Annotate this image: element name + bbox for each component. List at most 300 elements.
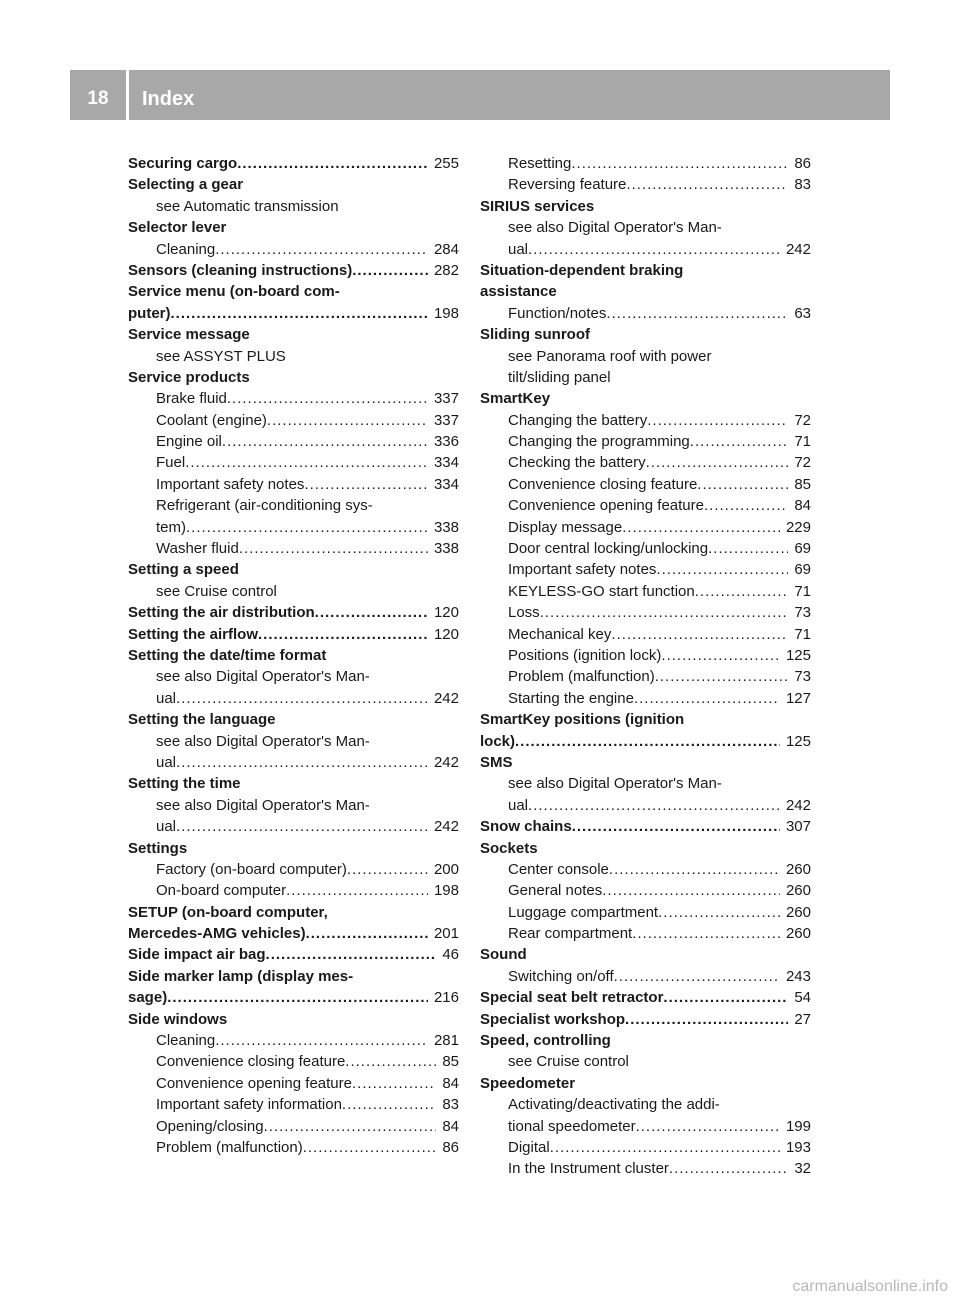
page-reference: 120 — [433, 625, 459, 643]
index-entry-text: Speedometer — [480, 1074, 576, 1092]
index-entry-text: tional speedometer — [508, 1117, 636, 1135]
index-entry-text: Side marker lamp (display mes- — [128, 967, 354, 985]
index-entry-text: Mercedes-AMG vehicles) — [128, 925, 306, 943]
dot-leader — [352, 260, 428, 281]
index-entry-text: Selector lever — [128, 219, 227, 237]
page-reference: 200 — [433, 860, 459, 878]
index-subentry — [480, 217, 811, 238]
index-entry-text: Service products — [128, 368, 250, 386]
index-heading — [128, 260, 459, 281]
index-subentry — [128, 859, 459, 880]
index-heading — [480, 944, 811, 965]
index-entry-text: Brake fluid — [156, 390, 227, 408]
page-reference: 334 — [433, 454, 459, 472]
index-entry-text: Engine oil — [156, 433, 222, 451]
page-reference: 338 — [433, 540, 459, 558]
index-subentry — [480, 666, 811, 687]
dot-leader — [315, 602, 428, 623]
index-subentry — [128, 731, 459, 752]
index-subentry — [128, 816, 459, 837]
index-subentry — [480, 559, 811, 580]
index-heading — [480, 1030, 811, 1051]
page-reference: 260 — [785, 882, 811, 900]
index-heading — [128, 217, 459, 238]
dot-leader — [663, 987, 788, 1008]
dot-leader — [655, 666, 789, 687]
dot-leader — [267, 410, 428, 431]
index-entry-text: ual — [156, 689, 177, 707]
index-heading — [128, 773, 459, 794]
index-entry-text: ual — [156, 753, 177, 771]
index-entry-text: see also Digital Operator's Man- — [156, 668, 370, 686]
index-subentry — [128, 880, 459, 901]
index-entry-text: Washer fluid — [156, 540, 239, 558]
index-subentry — [128, 474, 459, 495]
dot-leader — [625, 1009, 788, 1030]
page-reference: 83 — [794, 176, 811, 194]
index-entry-text: Snow chains — [480, 818, 572, 836]
index-entry-text: Important safety notes — [156, 475, 305, 493]
index-subentry — [480, 688, 811, 709]
page-reference: 84 — [442, 1074, 459, 1092]
index-subentry — [480, 452, 811, 473]
index-subentry — [128, 1051, 459, 1072]
page-reference: 242 — [785, 240, 811, 258]
dot-leader — [669, 1158, 788, 1179]
page-number: 18 — [87, 88, 109, 109]
index-entry-text: Settings — [128, 839, 188, 857]
index-entry-text: Luggage compartment — [508, 903, 659, 921]
index-heading — [128, 645, 459, 666]
dot-leader — [528, 239, 780, 260]
index-heading — [128, 174, 459, 195]
page-reference: 337 — [433, 390, 459, 408]
index-entry-text: Factory (on-board computer) — [156, 860, 347, 878]
page-reference: 260 — [785, 925, 811, 943]
page-reference: 255 — [433, 155, 459, 172]
index-entry-text: Reversing feature — [508, 176, 627, 194]
index-entry-text: sage) — [128, 989, 168, 1007]
index-subentry — [480, 1051, 811, 1072]
index-subentry — [480, 239, 811, 260]
page-reference: 125 — [785, 646, 811, 664]
dot-leader — [634, 688, 780, 709]
index-subentry — [480, 581, 811, 602]
index-subentry — [128, 452, 459, 473]
index-entry-text: Digital — [508, 1138, 550, 1156]
index-heading — [128, 281, 459, 302]
index-entry-text: Rear compartment — [508, 925, 633, 943]
index-entry-text: Setting the date/time format — [128, 646, 327, 664]
page-reference: 282 — [433, 261, 459, 279]
index-subentry — [128, 666, 459, 687]
index-heading — [128, 838, 459, 859]
page-reference: 71 — [794, 582, 811, 600]
index-subentry — [128, 431, 459, 452]
index-subentry — [480, 174, 811, 195]
index-heading — [128, 624, 459, 645]
page-reference: 85 — [794, 475, 811, 493]
index-entry-text: Refrigerant (air-conditioning sys- — [156, 497, 373, 515]
dot-leader — [540, 602, 789, 623]
page-reference: 32 — [794, 1160, 811, 1178]
dot-leader — [550, 1137, 780, 1158]
index-entry-text: SmartKey — [480, 390, 551, 408]
index-entry-text: Loss — [508, 604, 540, 622]
dot-leader — [646, 452, 789, 473]
dot-leader — [661, 645, 780, 666]
index-heading — [128, 367, 459, 388]
index-subentry — [480, 795, 811, 816]
index-heading — [128, 987, 459, 1008]
index-entry-text: Side windows — [128, 1010, 228, 1028]
dot-leader — [697, 474, 788, 495]
dot-leader — [239, 538, 428, 559]
index-entry-text: Sound — [480, 946, 527, 964]
page-reference: 63 — [794, 304, 811, 322]
index-heading — [128, 153, 459, 174]
index-column-right — [480, 153, 811, 1180]
index-heading — [480, 752, 811, 773]
index-subentry — [128, 581, 459, 602]
index-entry-text: see Cruise control — [156, 582, 277, 600]
index-subentry — [480, 859, 811, 880]
page-reference: 243 — [785, 967, 811, 985]
index-subentry — [480, 880, 811, 901]
index-entry-text: Center console — [508, 860, 609, 878]
index-entry-text: see also Digital Operator's Man- — [508, 219, 722, 237]
dot-leader — [215, 1030, 428, 1051]
page-reference: 198 — [433, 304, 459, 322]
index-entry-text: Speed, controlling — [480, 1032, 611, 1050]
index-entry-text: Resetting — [508, 155, 572, 172]
page-reference: 86 — [442, 1138, 459, 1156]
index-subentry — [480, 645, 811, 666]
page-reference: 72 — [794, 454, 811, 472]
index-heading — [480, 1009, 811, 1030]
index-subentry — [128, 388, 459, 409]
page-reference: 242 — [433, 689, 459, 707]
index-subentry — [128, 1116, 459, 1137]
index-entry-text: assistance — [480, 283, 557, 301]
index-subentry — [480, 367, 811, 388]
dot-leader — [306, 923, 428, 944]
dot-leader — [636, 1116, 780, 1137]
index-subentry — [480, 495, 811, 516]
index-entry-text: Opening/closing — [156, 1117, 264, 1135]
dot-leader — [176, 752, 428, 773]
index-subentry — [128, 1094, 459, 1115]
dot-leader — [286, 880, 428, 901]
dot-leader — [602, 880, 780, 901]
index-entry-text: see Panorama roof with power — [508, 347, 712, 365]
index-entry-text: see Automatic transmission — [156, 197, 339, 215]
index-entry-text: Door central locking/unlocking — [508, 540, 709, 558]
index-entry-text: SETUP (on-board computer, — [128, 903, 328, 921]
page-reference: 73 — [794, 604, 811, 622]
index-subentry — [128, 346, 459, 367]
index-subentry — [480, 923, 811, 944]
index-heading — [480, 324, 811, 345]
index-heading — [128, 1009, 459, 1030]
page-reference: 72 — [794, 411, 811, 429]
index-heading — [128, 902, 459, 923]
index-entry-text: ual — [156, 818, 177, 836]
index-column-left — [128, 153, 459, 1158]
index-subentry — [480, 410, 811, 431]
index-entry-text: Convenience closing feature — [508, 475, 698, 493]
index-entry-text: Convenience opening feature — [508, 497, 704, 515]
index-entry-text: Cleaning — [156, 1032, 216, 1050]
index-subentry — [128, 752, 459, 773]
index-entry-text: Setting the language — [128, 711, 276, 729]
page-reference: 337 — [433, 411, 459, 429]
page-reference: 54 — [794, 989, 811, 1007]
index-entry-text: Service menu (on-board com- — [128, 283, 340, 301]
index-entry-text: Problem (malfunction) — [156, 1138, 303, 1156]
dot-leader — [708, 538, 788, 559]
index-entry-text: Sockets — [480, 839, 538, 857]
dot-leader — [215, 239, 428, 260]
page-reference: 27 — [794, 1010, 811, 1028]
dot-leader — [611, 624, 788, 645]
page-reference: 85 — [442, 1053, 459, 1071]
page-reference: 199 — [785, 1117, 811, 1135]
index-entry-text: Changing the programming — [508, 433, 690, 451]
index-entry-text: Coolant (engine) — [156, 411, 267, 429]
index-entry-text: Changing the battery — [508, 411, 648, 429]
index-entry-text: Important safety notes — [508, 561, 657, 579]
index-heading — [480, 196, 811, 217]
index-entry-text: Side impact air bag — [128, 946, 266, 964]
index-subentry — [480, 517, 811, 538]
page-reference: 69 — [794, 540, 811, 558]
index-entry-text: Selecting a gear — [128, 176, 244, 194]
index-entry-text: Convenience opening feature — [156, 1074, 352, 1092]
index-subentry — [480, 1094, 811, 1115]
index-subentry — [480, 153, 811, 174]
page-reference: 338 — [433, 518, 459, 536]
index-subentry — [480, 474, 811, 495]
index-entry-text: Function/notes — [508, 304, 607, 322]
index-entry-text: General notes — [508, 882, 603, 900]
index-heading — [128, 303, 459, 324]
index-entry-text: Situation-dependent braking — [480, 261, 684, 279]
dot-leader — [622, 517, 780, 538]
index-entry-text: On-board computer — [156, 882, 287, 900]
index-entry-text: Display message — [508, 518, 623, 536]
page-reference: 125 — [785, 732, 811, 750]
page-reference: 84 — [442, 1117, 459, 1135]
index-subentry — [128, 688, 459, 709]
index-entry-text: Cleaning — [156, 240, 216, 258]
index-subentry — [480, 1116, 811, 1137]
page-reference: 71 — [794, 433, 811, 451]
index-subentry — [128, 1137, 459, 1158]
index-entry-text: Setting the time — [128, 775, 241, 793]
page-reference: 260 — [785, 903, 811, 921]
index-subentry — [480, 346, 811, 367]
index-entry-text: KEYLESS-GO start function — [508, 582, 695, 600]
index-entry-text: Sensors (cleaning instructions) — [128, 261, 353, 279]
index-heading — [480, 731, 811, 752]
dot-leader — [304, 474, 428, 495]
dot-leader — [186, 517, 428, 538]
index-entry-text: Activating/deactivating the addi- — [508, 1096, 720, 1114]
dot-leader — [606, 303, 788, 324]
index-entry-text: see also Digital Operator's Man- — [508, 775, 722, 793]
dot-leader — [609, 859, 780, 880]
page-reference: 73 — [794, 668, 811, 686]
dot-leader — [185, 452, 428, 473]
index-heading — [128, 324, 459, 345]
index-entry-text: puter) — [128, 304, 171, 322]
index-entry-text: Special seat belt retractor — [480, 989, 664, 1007]
index-heading — [128, 709, 459, 730]
dot-leader — [571, 153, 788, 174]
page-reference: 69 — [794, 561, 811, 579]
index-subentry — [480, 431, 811, 452]
index-heading — [480, 838, 811, 859]
index-subentry — [128, 1073, 459, 1094]
dot-leader — [258, 624, 428, 645]
index-entry-text: tilt/sliding panel — [508, 368, 611, 386]
index-heading — [480, 1073, 811, 1094]
index-entry-text: tem) — [156, 518, 186, 536]
dot-leader — [264, 1116, 437, 1137]
index-entry-text: SmartKey positions (ignition — [480, 711, 685, 729]
index-entry-text: see also Digital Operator's Man- — [156, 732, 370, 750]
dot-leader — [171, 303, 428, 324]
dot-leader — [176, 816, 428, 837]
page-reference: 120 — [433, 604, 459, 622]
page-reference: 216 — [433, 989, 459, 1007]
index-entry-text: Service message — [128, 326, 250, 344]
page-reference: 198 — [433, 882, 459, 900]
page-reference: 229 — [785, 518, 811, 536]
index-entry-text: ual — [508, 240, 529, 258]
index-heading — [128, 602, 459, 623]
dot-leader — [227, 388, 428, 409]
dot-leader — [614, 966, 780, 987]
index-subentry — [480, 902, 811, 923]
index-entry-text: SMS — [480, 753, 513, 771]
index-subentry — [128, 410, 459, 431]
dot-leader — [690, 431, 789, 452]
dot-leader — [656, 559, 788, 580]
page-reference: 307 — [785, 818, 811, 836]
page-reference: 334 — [433, 475, 459, 493]
dot-leader — [528, 795, 780, 816]
page-reference: 83 — [442, 1096, 459, 1114]
index-heading — [480, 260, 811, 281]
index-entry-text: Checking the battery — [508, 454, 646, 472]
index-entry-text: Mechanical key — [508, 625, 612, 643]
dot-leader — [658, 902, 780, 923]
index-subentry — [480, 1137, 811, 1158]
index-heading — [128, 966, 459, 987]
dot-leader — [695, 581, 789, 602]
index-entry-text: ual — [508, 796, 529, 814]
page-title: Index — [142, 88, 195, 110]
dot-leader — [632, 923, 780, 944]
dot-leader — [266, 944, 437, 965]
index-entry-text: see also Digital Operator's Man- — [156, 796, 370, 814]
index-heading — [128, 559, 459, 580]
index-entry-text: Setting the air distribution — [128, 604, 315, 622]
index-subentry — [128, 795, 459, 816]
index-heading — [480, 987, 811, 1008]
index-subentry — [480, 1158, 811, 1179]
page-reference: 336 — [433, 433, 459, 451]
index-subentry — [128, 517, 459, 538]
dot-leader — [167, 987, 428, 1008]
index-entry-text: In the Instrument cluster — [508, 1160, 669, 1178]
index-heading — [128, 944, 459, 965]
dot-leader — [237, 153, 428, 174]
dot-leader — [176, 688, 428, 709]
dot-leader — [572, 816, 780, 837]
index-entry-text: Problem (malfunction) — [508, 668, 655, 686]
page-reference: 71 — [794, 625, 811, 643]
index-subentry — [128, 196, 459, 217]
dot-leader — [347, 859, 428, 880]
index-entry-text: Starting the engine — [508, 689, 634, 707]
index-subentry — [480, 538, 811, 559]
index-entry-text: SIRIUS services — [480, 197, 595, 215]
index-entry-text: see Cruise control — [508, 1053, 629, 1071]
dot-leader — [515, 731, 780, 752]
index-subentry — [480, 624, 811, 645]
header-divider — [126, 70, 129, 120]
index-entry-text: Specialist workshop — [480, 1010, 626, 1028]
page-header — [70, 70, 890, 120]
index-entry-text: Setting a speed — [128, 561, 239, 579]
index-subentry — [480, 303, 811, 324]
index-heading — [480, 816, 811, 837]
page-reference: 260 — [785, 860, 811, 878]
index-entry-text: Positions (ignition lock) — [508, 646, 662, 664]
dot-leader — [647, 410, 788, 431]
watermark: carmanualsonline.info — [792, 1278, 948, 1295]
index-subentry — [128, 239, 459, 260]
index-heading — [128, 923, 459, 944]
page-reference: 86 — [794, 155, 811, 172]
index-entry-text: Important safety information — [156, 1096, 342, 1114]
index-subentry — [128, 1030, 459, 1051]
index-subentry — [480, 966, 811, 987]
index-entry-text: Convenience closing feature — [156, 1053, 346, 1071]
index-entry-text: see ASSYST PLUS — [156, 347, 286, 365]
index-subentry — [480, 602, 811, 623]
dot-leader — [352, 1073, 436, 1094]
index-heading — [480, 281, 811, 302]
index-entry-text: Securing cargo — [128, 155, 238, 172]
index-subentry — [128, 495, 459, 516]
page-reference: 127 — [785, 689, 811, 707]
page-reference: 284 — [433, 240, 459, 258]
index-entry-text: Sliding sunroof — [480, 326, 590, 344]
index-heading — [480, 388, 811, 409]
page-reference: 201 — [433, 925, 459, 943]
dot-leader — [303, 1137, 437, 1158]
dot-leader — [704, 495, 788, 516]
page-reference: 193 — [785, 1138, 811, 1156]
dot-leader — [222, 431, 428, 452]
index-entry-text: Switching on/off — [508, 967, 614, 985]
page-reference: 84 — [794, 497, 811, 515]
page-reference: 46 — [442, 946, 459, 964]
